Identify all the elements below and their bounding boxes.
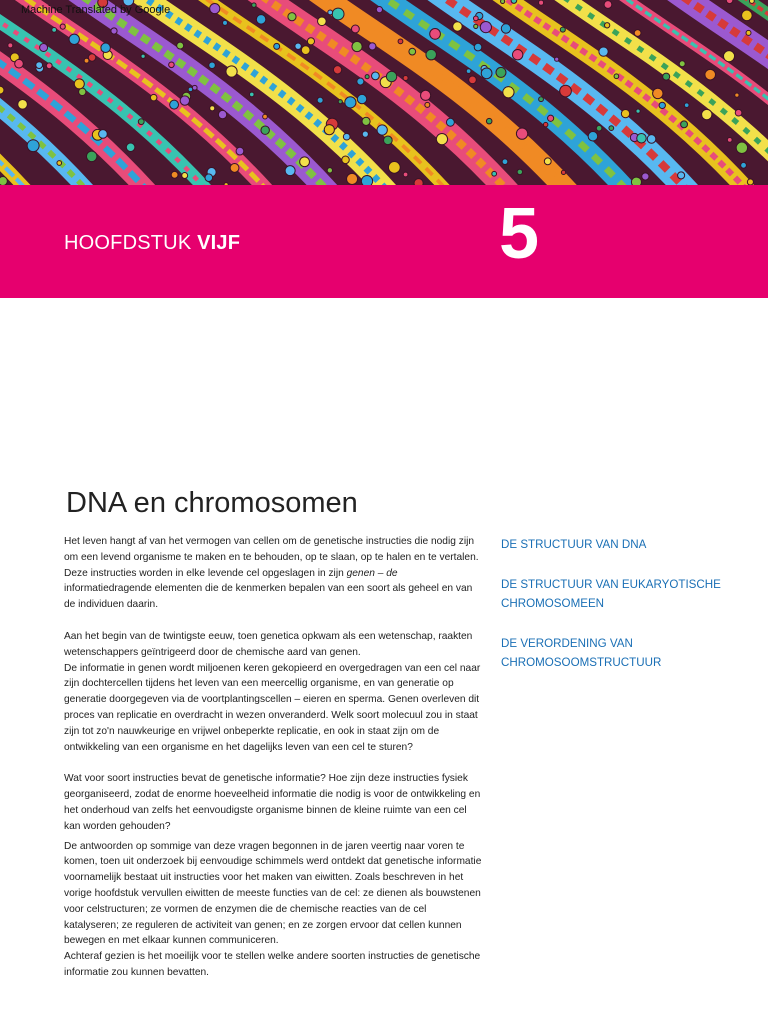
chapter-contents (501, 535, 741, 693)
dna-art-banner (0, 0, 768, 185)
paragraph-3: De informatie in genen wordt miljoenen keren gekopieerd en overgedragen van een cel naar zijn dochtercellen tijdens het leven van een meercellig organisme, en van generatie op generatie doorgegeven via de voortplantingscellen – eieren en sperma. Genen overleven dit proces van replicatie en overdracht in wezen onveranderd. Welk soort molecuul zou in staat zijn tot zo'n nauwkeurige en vrijwel onbeperkte replicatie, en ook in staat zijn om de ontwikkeling van een organisme en het dagelijks leven van een cel te sturen? (64, 662, 481, 753)
paragraph-4: Wat voor soort instructies bevat de genetische informatie? Hoe zijn deze instructies fysiek georganiseerd, zodat de enorme hoeveelheid informatie die nodig is voor de ontwikkeling en het onderhoud van zelfs het eenvoudigste organisme binnen de kleine ruimte van een cel kan worden gehouden? (64, 773, 481, 832)
paragraph-6: Achteraf gezien is het moeilijk voor te stellen welke andere soorten instructies de genetische informatie zou kunnen bevatten. (64, 951, 481, 978)
chapter-label-prefix: HOOFDSTUK (64, 232, 198, 254)
page-title: DNA en chromosomen (66, 487, 358, 520)
toc-item-dna-structure[interactable]: DE STRUCTUUR VAN DNA (501, 538, 647, 551)
toc-item-eukaryotic-chromosomes[interactable]: DE STRUCTUUR VAN EUKARYOTISCHE CHROMOSOMEEN (501, 578, 721, 610)
chapter-label-word: VIJF (197, 232, 241, 254)
toc-item-chromosome-regulation[interactable]: DE VERORDENING VAN CHROMOSOOMSTRUCTUUR (501, 637, 662, 669)
chapter-label (64, 232, 240, 255)
chapter-number: 5 (499, 194, 540, 274)
paragraph-1 (64, 534, 484, 613)
machine-translation-note: Machine Translated by Google (21, 4, 171, 16)
paragraph-1-b: informatiedragende elementen die de kenmerken bepalen van een soort als geheel en van de individuen daarin. (64, 583, 473, 611)
paragraph-5: De antwoorden op sommige van deze vragen begonnen in de jaren veertig naar voren te komen, toen uit onderzoek bij eenvoudige schimmels werd ontdekt dat genetische informatie voornamelijk bestaat uit instructies voor het maken van eiwitten. Zoals beschreven in het vorige hoofdstuk vervullen eiwitten de meeste functies van de cel: ze dienen als bouwstenen voor celstructuren; ze vormen de enzymen die de chemische reacties van de cel katalyseren; ze reguleren de activiteit van genen; en ze zorgen ervoor dat cellen kunnen bewegen en met elkaar kunnen communiceren. (64, 840, 482, 947)
paragraph-1-italic: genen – de (346, 567, 398, 579)
dna-pattern-illustration (0, 0, 768, 185)
body-text (64, 534, 484, 981)
paragraph-2: Aan het begin van de twintigste eeuw, toen genetica opkwam als een wetenschap, raakten wetenschappers geïntrigeerd door de chemische aard van genen. (64, 630, 473, 658)
paragraph-1-a: Het leven hangt af van het vermogen van cellen om de genetische instructies die nodig zijn om een levend organisme te maken en te behouden, op te slaan, op te halen en te vertalen. Deze instructies worden in elke levende cel opgeslagen in zijn (64, 536, 479, 579)
